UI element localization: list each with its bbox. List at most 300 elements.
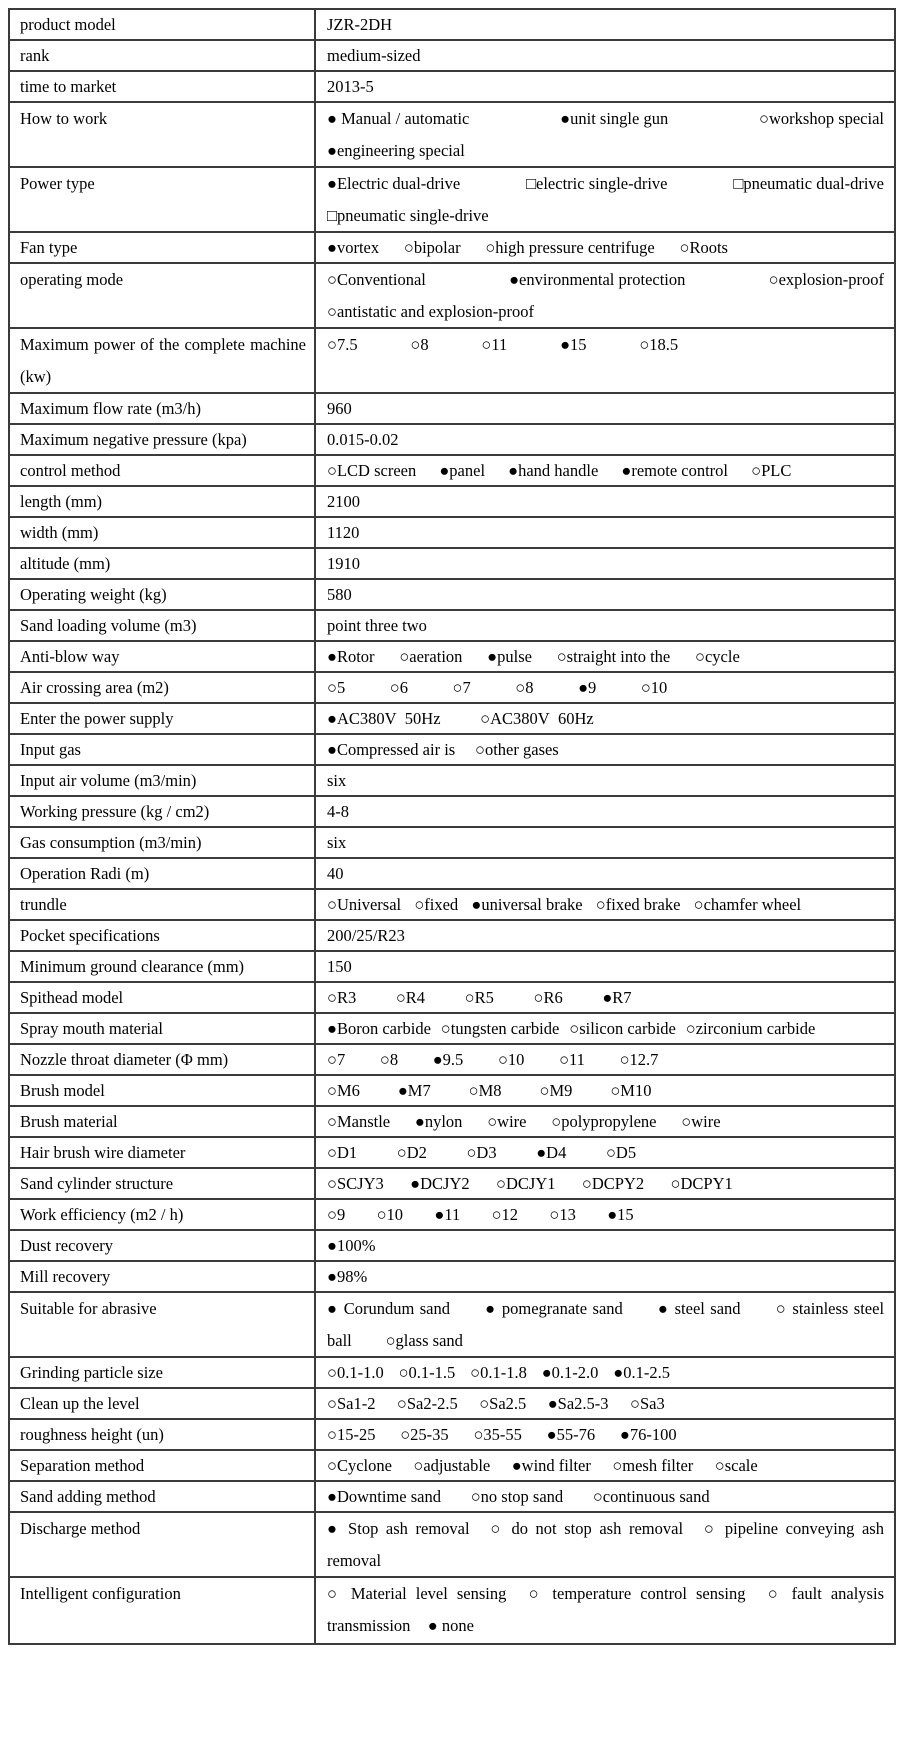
row-value (316, 1169, 894, 1198)
row-label: Dust recovery (10, 1231, 316, 1260)
row-label: Maximum negative pressure (kpa) (10, 425, 316, 454)
option-unselected: ○25-35 (400, 1425, 449, 1444)
row-label: Power type (10, 168, 316, 231)
option-unselected: ○8 (410, 335, 429, 354)
row-label: Pocket specifications (10, 921, 316, 950)
row-label: Maximum power of the complete machine (kw) (10, 329, 316, 392)
option-selected: ●11 (434, 1205, 461, 1224)
spec-row-dust-recovery (10, 1231, 894, 1262)
row-label: Operation Radi (m) (10, 859, 316, 888)
option-unselected: ○chamfer wheel (693, 895, 802, 914)
row-label: Air crossing area (m2) (10, 673, 316, 702)
row-label: Spray mouth material (10, 1014, 316, 1043)
option-unselected: ○Conventional (327, 270, 426, 289)
option-group (327, 673, 884, 702)
option-group (327, 1358, 884, 1387)
option-group (327, 642, 884, 671)
value-text: 150 (327, 957, 352, 976)
spec-row-operating-mode (10, 264, 894, 329)
spec-row-product-model (10, 10, 894, 41)
option-group (327, 704, 884, 733)
option-unselected: ○continuous sand (592, 1487, 710, 1506)
option-unselected: ○antistatic and explosion-proof (327, 302, 534, 321)
value-text: 40 (327, 864, 344, 883)
spec-row-anti-blow-way (10, 642, 894, 673)
spec-row-width-mm (10, 518, 894, 549)
option-selected: ●universal brake (471, 895, 583, 914)
option-unselected: ○scale (714, 1456, 758, 1475)
spec-row-brush-model (10, 1076, 894, 1107)
option-group (327, 1014, 884, 1043)
value-text: medium-sized (327, 46, 421, 65)
value-text: six (327, 833, 347, 852)
row-label: Minimum ground clearance (mm) (10, 952, 316, 981)
option-selected: ●remote control (621, 461, 729, 480)
option-unselected: ○other gases (475, 740, 559, 759)
option-unselected: ○0.1-1.8 (470, 1363, 527, 1382)
spec-row-minimum-ground-clearance-mm (10, 952, 894, 983)
option-unselected: ○Sa2-2.5 (396, 1394, 458, 1413)
value-text: JZR-2DH (327, 15, 393, 34)
option-group (327, 103, 884, 135)
row-value (316, 487, 894, 516)
option-group (327, 1389, 884, 1418)
row-value (316, 983, 894, 1012)
option-group (327, 1451, 884, 1480)
row-value (316, 1578, 894, 1643)
row-value (316, 611, 894, 640)
option-unselected: ○mesh filter (612, 1456, 694, 1475)
option-unselected: ○10 (376, 1205, 404, 1224)
option-unselected: ○SCJY3 (327, 1174, 384, 1193)
option-group (327, 1293, 884, 1356)
option-group (327, 168, 884, 200)
option-unselected: ○D2 (396, 1143, 427, 1162)
option-checkbox: □pneumatic dual-drive (733, 174, 884, 193)
row-label: Grinding particle size (10, 1358, 316, 1387)
option-group (327, 1076, 884, 1105)
option-selected: ●Downtime sand (327, 1487, 441, 1506)
option-group (327, 1482, 884, 1511)
spec-row-power-type (10, 168, 894, 233)
option-unselected: ○wire (487, 1112, 527, 1131)
spec-row-sand-adding-method (10, 1482, 894, 1513)
option-unselected: ○D3 (466, 1143, 497, 1162)
spec-row-nozzle-throat-diameter-mm (10, 1045, 894, 1076)
row-value (316, 580, 894, 609)
row-label: operating mode (10, 264, 316, 327)
option-group (327, 983, 884, 1012)
option-selected: ●15 (560, 335, 587, 354)
option-selected: ●76-100 (619, 1425, 677, 1444)
option-unselected: ○R6 (533, 988, 563, 1007)
row-value (316, 549, 894, 578)
row-label: Brush material (10, 1107, 316, 1136)
option-unselected: ○M10 (610, 1081, 652, 1100)
option-unselected: ○silicon carbide (569, 1019, 676, 1038)
option-unselected: ○ do not stop ash removal (490, 1519, 684, 1538)
spec-row-trundle (10, 890, 894, 921)
spec-row-discharge-method (10, 1513, 894, 1578)
option-selected: ●unit single gun (560, 109, 669, 128)
option-unselected: ○Roots (679, 238, 728, 257)
option-unselected: ○aeration (399, 647, 463, 666)
row-value (316, 1358, 894, 1387)
option-group (327, 135, 884, 166)
option-group (327, 233, 884, 262)
row-value (316, 1482, 894, 1511)
spec-row-brush-material (10, 1107, 894, 1138)
option-group (327, 264, 884, 296)
row-value (316, 425, 894, 454)
option-unselected: ○0.1-1.5 (398, 1363, 456, 1382)
option-unselected: ○fixed (414, 895, 459, 914)
row-value (316, 518, 894, 547)
row-value (316, 72, 894, 101)
option-unselected: ○Cyclone (327, 1456, 392, 1475)
option-unselected: ○R4 (395, 988, 426, 1007)
row-label: Sand adding method (10, 1482, 316, 1511)
option-unselected: ○DCPY2 (581, 1174, 645, 1193)
spec-row-grinding-particle-size (10, 1358, 894, 1389)
spec-row-mill-recovery (10, 1262, 894, 1293)
row-value (316, 704, 894, 733)
option-unselected: ○R5 (464, 988, 494, 1007)
row-value (316, 859, 894, 888)
option-unselected: ○wire (681, 1112, 721, 1131)
row-label: Input air volume (m3/min) (10, 766, 316, 795)
row-value (316, 1420, 894, 1449)
row-value (316, 394, 894, 423)
option-unselected: ○cycle (695, 647, 740, 666)
row-value (316, 233, 894, 262)
row-value (316, 1107, 894, 1136)
row-value (316, 329, 894, 392)
option-unselected: ○5 (327, 678, 346, 697)
spec-row-working-pressure-kg-cm2 (10, 797, 894, 828)
option-unselected: ○ pipeline conveying ash removal (327, 1519, 884, 1570)
option-selected: ●AC380V 50Hz (327, 709, 441, 728)
row-label: trundle (10, 890, 316, 919)
spec-row-input-gas (10, 735, 894, 766)
option-unselected: ○35-55 (473, 1425, 522, 1444)
option-selected: ●engineering special (327, 141, 465, 160)
option-unselected: ○Sa3 (630, 1394, 665, 1413)
option-unselected: ○0.1-1.0 (327, 1363, 384, 1382)
row-value (316, 1389, 894, 1418)
option-unselected: ○adjustable (413, 1456, 491, 1475)
option-unselected: ○8 (515, 678, 534, 697)
option-selected: ● Stop ash removal (327, 1519, 470, 1538)
spec-row-fan-type (10, 233, 894, 264)
option-selected: ●0.1-2.0 (541, 1363, 599, 1382)
option-selected: ● pomegranate sand (485, 1299, 623, 1318)
value-text: 4-8 (327, 802, 349, 821)
spec-row-control-method (10, 456, 894, 487)
option-unselected: ○zirconium carbide (685, 1019, 816, 1038)
option-unselected: ○Universal (327, 895, 402, 914)
option-unselected: ○straight into the (556, 647, 671, 666)
row-label: Sand cylinder structure (10, 1169, 316, 1198)
row-label: Clean up the level (10, 1389, 316, 1418)
option-unselected: ○fixed brake (595, 895, 681, 914)
spec-row-gas-consumption-m3-min (10, 828, 894, 859)
spec-row-pocket-specifications (10, 921, 894, 952)
option-group (327, 1107, 884, 1136)
row-label: roughness height (un) (10, 1420, 316, 1449)
row-value (316, 952, 894, 981)
option-unselected: ○LCD screen (327, 461, 417, 480)
option-group (327, 1169, 884, 1198)
option-selected: ●panel (439, 461, 486, 480)
row-value (316, 1138, 894, 1167)
row-label: product model (10, 10, 316, 39)
spec-row-sand-loading-volume-m3 (10, 611, 894, 642)
option-unselected: ○M6 (327, 1081, 360, 1100)
row-value (316, 1451, 894, 1480)
spec-row-maximum-power-of-the-complete-machine-kw (10, 329, 894, 394)
row-label: Hair brush wire diameter (10, 1138, 316, 1167)
option-unselected: ○M8 (468, 1081, 502, 1100)
option-group (327, 456, 884, 485)
option-unselected: ○6 (389, 678, 408, 697)
value-text: 2100 (327, 492, 360, 511)
option-unselected: ○no stop sand (470, 1487, 564, 1506)
row-value (316, 766, 894, 795)
option-selected: ●wind filter (511, 1456, 591, 1475)
row-value (316, 103, 894, 166)
option-unselected: ○tungsten carbide (440, 1019, 560, 1038)
option-unselected: ○PLC (751, 461, 792, 480)
row-label: Working pressure (kg / cm2) (10, 797, 316, 826)
option-unselected: ○polypropylene (551, 1112, 657, 1131)
option-selected: ●9 (578, 678, 597, 697)
row-label: time to market (10, 72, 316, 101)
option-unselected: ○high pressure centrifuge (485, 238, 655, 257)
spec-row-spithead-model (10, 983, 894, 1014)
value-text: 1120 (327, 523, 360, 542)
row-value (316, 1262, 894, 1291)
option-selected: ●15 (607, 1205, 634, 1224)
row-label: rank (10, 41, 316, 70)
row-label: Intelligent configuration (10, 1578, 316, 1643)
option-selected: ●pulse (487, 647, 532, 666)
spec-row-suitable-for-abrasive (10, 1293, 894, 1358)
row-label: Nozzle throat diameter (Φ mm) (10, 1045, 316, 1074)
row-label: altitude (mm) (10, 549, 316, 578)
row-label: Gas consumption (m3/min) (10, 828, 316, 857)
option-group (327, 296, 884, 327)
option-selected: ●0.1-2.5 (613, 1363, 670, 1382)
option-unselected: ○12 (491, 1205, 519, 1224)
row-label: Suitable for abrasive (10, 1293, 316, 1356)
option-unselected: ○D5 (605, 1143, 637, 1162)
option-unselected: ○11 (559, 1050, 585, 1069)
row-label: Sand loading volume (m3) (10, 611, 316, 640)
spec-row-altitude-mm (10, 549, 894, 580)
spec-row-how-to-work (10, 103, 894, 168)
option-group (327, 890, 884, 919)
row-value (316, 1014, 894, 1043)
row-label: Input gas (10, 735, 316, 764)
row-label: control method (10, 456, 316, 485)
option-selected: ●9.5 (432, 1050, 464, 1069)
option-group (327, 329, 884, 361)
spec-row-time-to-market (10, 72, 894, 103)
option-selected: ● steel sand (657, 1299, 741, 1318)
option-unselected: ○11 (481, 335, 508, 354)
option-selected: ●Rotor (327, 647, 375, 666)
option-selected: ●R7 (602, 988, 632, 1007)
option-unselected: ○18.5 (639, 335, 679, 354)
row-label: Mill recovery (10, 1262, 316, 1291)
row-value (316, 10, 894, 39)
value-text: 2013-5 (327, 77, 374, 96)
option-selected: ●nylon (414, 1112, 463, 1131)
row-value (316, 797, 894, 826)
option-unselected: ○M9 (539, 1081, 573, 1100)
option-group (327, 1513, 884, 1576)
row-value (316, 921, 894, 950)
row-label: Operating weight (kg) (10, 580, 316, 609)
row-value (316, 1076, 894, 1105)
row-label: Discharge method (10, 1513, 316, 1576)
row-value (316, 1293, 894, 1356)
spec-row-clean-up-the-level (10, 1389, 894, 1420)
spec-row-hair-brush-wire-diameter (10, 1138, 894, 1169)
row-label: Maximum flow rate (m3/h) (10, 394, 316, 423)
row-label: Anti-blow way (10, 642, 316, 671)
option-unselected: ○9 (327, 1205, 346, 1224)
option-unselected: ○13 (549, 1205, 576, 1224)
spec-row-separation-method (10, 1451, 894, 1482)
spec-row-roughness-height-un (10, 1420, 894, 1451)
option-unselected: ○glass sand (385, 1331, 463, 1350)
option-selected: ●DCJY2 (410, 1174, 470, 1193)
option-unselected: ○8 (379, 1050, 399, 1069)
option-group (327, 1200, 884, 1229)
value-text: 580 (327, 585, 352, 604)
row-value (316, 456, 894, 485)
value-text: 0.015-0.02 (327, 430, 399, 449)
row-label: Enter the power supply (10, 704, 316, 733)
option-unselected: ○Sa2.5 (479, 1394, 527, 1413)
row-value (316, 1513, 894, 1576)
row-value (316, 1045, 894, 1074)
option-selected: ●Boron carbide (327, 1019, 431, 1038)
option-selected: ●55-76 (546, 1425, 596, 1444)
option-selected: ●98% (327, 1267, 368, 1286)
option-selected: ●D4 (536, 1143, 567, 1162)
spec-row-input-air-volume-m3-min (10, 766, 894, 797)
option-checkbox: □electric single-drive (526, 174, 668, 193)
spec-row-maximum-negative-pressure-kpa (10, 425, 894, 456)
option-checkbox: □pneumatic single-drive (327, 206, 489, 225)
option-unselected: ○7 (452, 678, 471, 697)
option-group (327, 735, 884, 764)
spec-row-operating-weight-kg (10, 580, 894, 611)
row-value (316, 41, 894, 70)
option-unselected: ○15-25 (327, 1425, 376, 1444)
option-group (327, 1420, 884, 1449)
option-unselected: ○R3 (327, 988, 357, 1007)
row-value (316, 1231, 894, 1260)
option-selected: ● Corundum sand (327, 1299, 450, 1318)
option-unselected: ○explosion-proof (768, 270, 884, 289)
option-selected: ●vortex (327, 238, 380, 257)
option-unselected: ○ Material level sensing (327, 1584, 507, 1603)
option-unselected: ○bipolar (403, 238, 461, 257)
option-unselected: ○7.5 (327, 335, 358, 354)
row-value (316, 673, 894, 702)
row-label: width (mm) (10, 518, 316, 547)
option-unselected: ○ stainless steel ball (327, 1299, 885, 1350)
spec-row-sand-cylinder-structure (10, 1169, 894, 1200)
row-label: Spithead model (10, 983, 316, 1012)
spec-table (8, 8, 896, 1645)
spec-row-operation-radi-m (10, 859, 894, 890)
row-value (316, 642, 894, 671)
value-text: point three two (327, 616, 427, 635)
option-unselected: ○DCJY1 (496, 1174, 556, 1193)
option-unselected: ○AC380V 60Hz (480, 709, 594, 728)
option-unselected: ○12.7 (619, 1050, 659, 1069)
spec-row-spray-mouth-material (10, 1014, 894, 1045)
option-group (327, 1138, 884, 1167)
option-selected: ● none (427, 1616, 474, 1635)
row-label: Brush model (10, 1076, 316, 1105)
option-unselected: ○workshop special (759, 109, 884, 128)
option-group (327, 1262, 884, 1291)
spec-row-length-mm (10, 487, 894, 518)
option-selected: ● Manual / automatic (327, 109, 470, 128)
option-selected: ●M7 (397, 1081, 431, 1100)
option-group (327, 200, 884, 231)
option-unselected: ○7 (327, 1050, 346, 1069)
row-label: length (mm) (10, 487, 316, 516)
row-value (316, 264, 894, 327)
option-selected: ●Electric dual-drive (327, 174, 461, 193)
option-unselected: ○D1 (327, 1143, 358, 1162)
option-group (327, 1578, 884, 1642)
row-value (316, 735, 894, 764)
row-value (316, 890, 894, 919)
option-selected: ●Compressed air is (327, 740, 456, 759)
option-selected: ●Sa2.5-3 (547, 1394, 609, 1413)
spec-row-air-crossing-area-m2 (10, 673, 894, 704)
spec-row-enter-the-power-supply (10, 704, 894, 735)
spec-row-rank (10, 41, 894, 72)
option-unselected: ○Manstle (327, 1112, 391, 1131)
option-unselected: ○10 (497, 1050, 525, 1069)
value-text: 1910 (327, 554, 360, 573)
value-text: 200/25/R23 (327, 926, 405, 945)
option-group (327, 1045, 884, 1074)
spec-row-intelligent-configuration (10, 1578, 894, 1643)
row-value (316, 1200, 894, 1229)
option-unselected: ○ fault analysis transmission (327, 1584, 884, 1635)
spec-row-maximum-flow-rate-m3-h (10, 394, 894, 425)
option-unselected: ○ temperature control sensing (528, 1584, 746, 1603)
option-unselected: ○Sa1-2 (327, 1394, 376, 1413)
row-value (316, 828, 894, 857)
option-unselected: ○DCPY1 (670, 1174, 733, 1193)
spec-row-work-efficiency-m2-h (10, 1200, 894, 1231)
option-selected: ●hand handle (508, 461, 599, 480)
option-group (327, 1231, 884, 1260)
row-label: Fan type (10, 233, 316, 262)
row-value (316, 168, 894, 231)
